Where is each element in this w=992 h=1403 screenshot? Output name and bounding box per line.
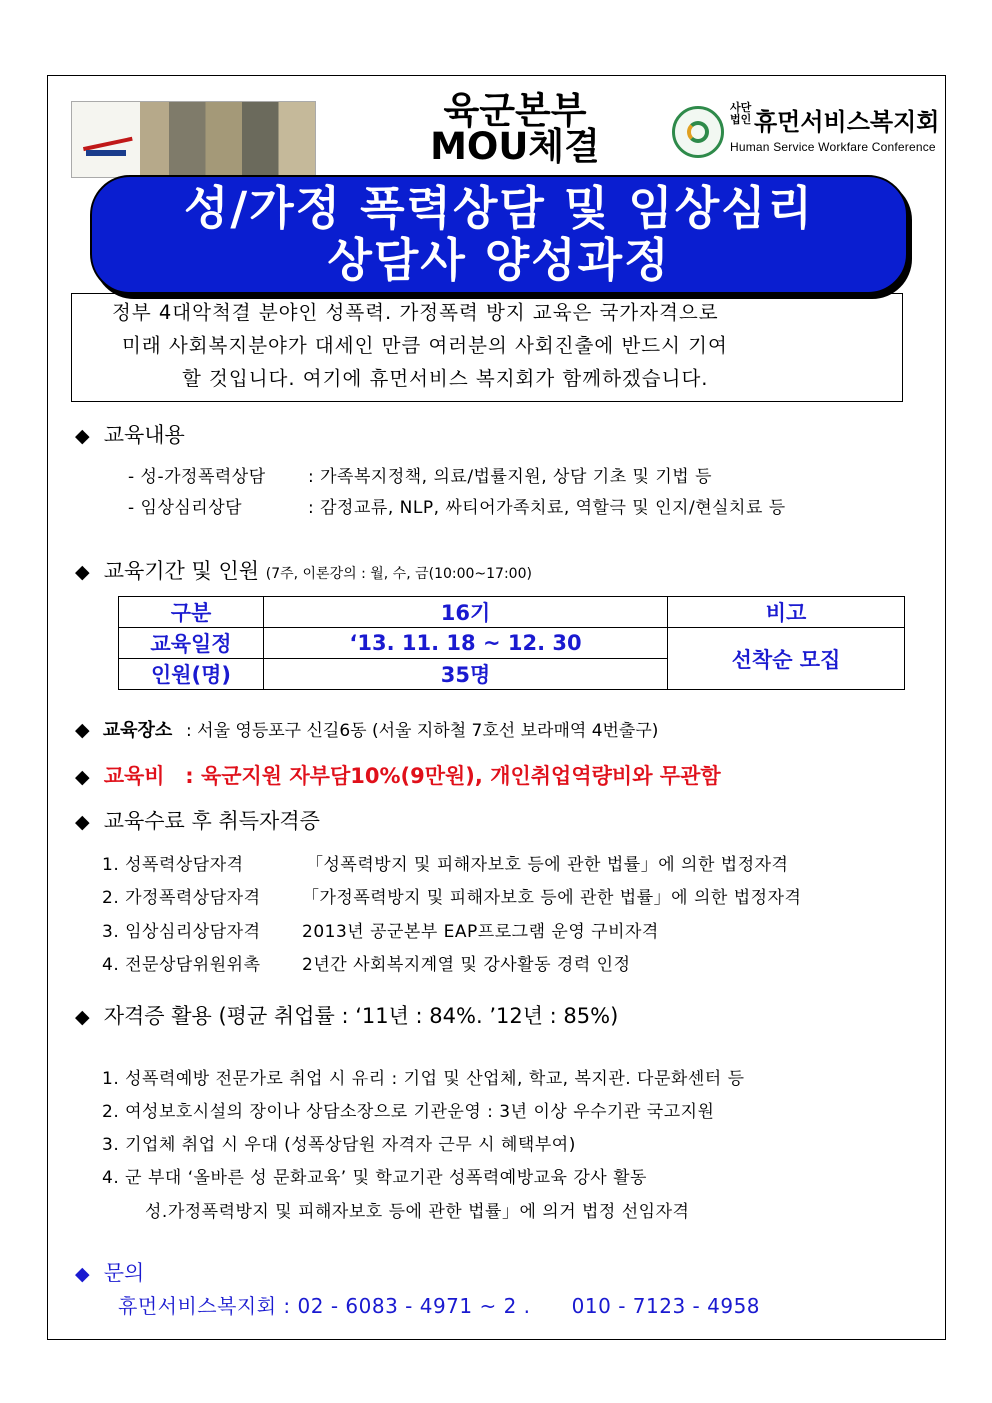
cert-item-1: 1. 성폭력상담자격 「성폭력방지 및 피해자보호 등에 관한 법률」에 의한 법정자격 [102,855,789,875]
org-type: 사단법인 [730,101,752,126]
diamond-bullet-icon: ◆ [75,719,90,741]
table-row [119,597,905,628]
period-note: (7주, 이론강의 : 월, 수, 금(10:00~17:00) [265,566,532,582]
cert-item-2: 2. 가정폭력상담자격 「가정폭력방지 및 피해자보호 등에 관한 법률」에 의한 법정자격 [102,888,802,908]
fee-value: : 육군지원 자부담10%(9만원), 개인취업역량비와 무관함 [185,764,721,788]
section-certs [75,805,320,835]
diamond-bullet-icon: ◆ [75,1006,90,1028]
cert-item-4: 4. 전문상담위원위촉 2년간 사회복지계열 및 강사활동 경력 인정 [102,955,631,975]
table-header-cell: 구분 [119,597,264,628]
table-cell: ‘13. 11. 18 ~ 12. 30 [264,628,668,659]
title-line-2: MOU체결 [430,125,600,168]
org-emblem-icon [672,106,724,158]
usage-item-2: 2. 여성보호시설의 장이나 상담소장으로 기관운영 : 3년 이상 우수기관 국고지원 [102,1102,715,1122]
cert-item-3: 3. 임상심리상담자격 2013년 공군본부 EAP프로그램 운영 구비자격 [102,922,659,942]
course-banner [90,175,908,294]
diamond-bullet-icon: ◆ [75,425,90,447]
diamond-bullet-icon: ◆ [75,561,90,583]
table-cell: 인원(명) [119,659,264,690]
banner-line-2: 상담사 양성과정 [327,233,671,287]
table-cell: 선착순 모집 [668,628,905,690]
usage-item-1: 1. 성폭력예방 전문가로 취업 시 유리 : 기업 및 산업체, 학교, 복지관. 다문화센터 등 [102,1069,745,1089]
table-row [119,628,905,659]
section-fee-heading: 교육비 [103,764,165,788]
section-place [75,716,658,742]
section-period-heading: 교육기간 및 인원 [103,559,260,583]
page-title [395,89,635,168]
intro-line-2: 미래 사회복지분야가 대세인 만큼 여러분의 사회진출에 반드시 기여 [122,334,728,357]
banner-line-1: 성/가정 폭력상담 및 임상심리 [183,181,815,235]
section-place-heading: 교육장소 [102,720,173,741]
section-contact [75,1257,144,1287]
section-fee [75,760,721,790]
place-value: : 서울 영등포구 신길6동 (서울 지하철 7호선 보라매역 4번출구) [186,721,659,741]
org-logo [672,101,940,162]
section-usage-heading: 자격증 활용 (평균 취업률 : ‘11년 : 84%. ’12년 : 85%) [103,1004,619,1028]
title-line-1: 육군본부 [443,89,587,132]
table-header-cell: 16기 [264,597,668,628]
schedule-table [118,596,905,690]
diamond-bullet-icon: ◆ [75,766,90,788]
section-content [75,419,185,449]
section-content-heading: 교육내용 [103,423,185,447]
army-logo-icon [71,101,316,178]
intro-line-3: 할 것입니다. 여기에 휴먼서비스 복지회가 함께하겠습니다. [182,367,709,390]
table-cell: 교육일정 [119,628,264,659]
intro-line-1: 정부 4대악척결 분야인 성폭력. 가정폭력 방지 교육은 국가자격으로 [112,301,719,324]
contact-line: 휴먼서비스복지회 : 02 - 6083 - 4971 ~ 2 . 010 - 7123 - 4958 [118,1294,761,1318]
usage-item-4-cont: 성.가정폭력방지 및 피해자보호 등에 관한 법률」에 의거 법정 선임자격 [145,1202,690,1222]
org-english-name: Human Service Workfare Conference [730,140,936,154]
diamond-bullet-icon: ◆ [75,811,90,833]
content-item-1: - 성-가정폭력상담 : 가족복지정책, 의료/법률지원, 상담 기초 및 기법 등 [128,467,713,487]
section-contact-heading: 문의 [103,1261,145,1285]
usage-item-4: 4. 군 부대 ‘올바른 성 문화교육’ 및 학교기관 성폭력예방교육 강사 활동 [102,1168,647,1188]
section-period [75,555,532,585]
usage-item-3: 3. 기업체 취업 시 우대 (성폭상담원 자격자 근무 시 혜택부여) [102,1135,576,1155]
section-certs-heading: 교육수료 후 취득자격증 [103,809,320,833]
diamond-bullet-icon: ◆ [75,1263,90,1285]
content-item-2: - 임상심리상담 : 감정교류, NLP, 싸티어가족치료, 역할극 및 인지/현실치료 등 [128,498,786,518]
table-cell: 35명 [264,659,668,690]
section-usage [75,1000,618,1030]
table-header-cell: 비고 [668,597,905,628]
org-name: 휴먼서비스복지회 [754,108,940,136]
intro-box [71,293,903,402]
